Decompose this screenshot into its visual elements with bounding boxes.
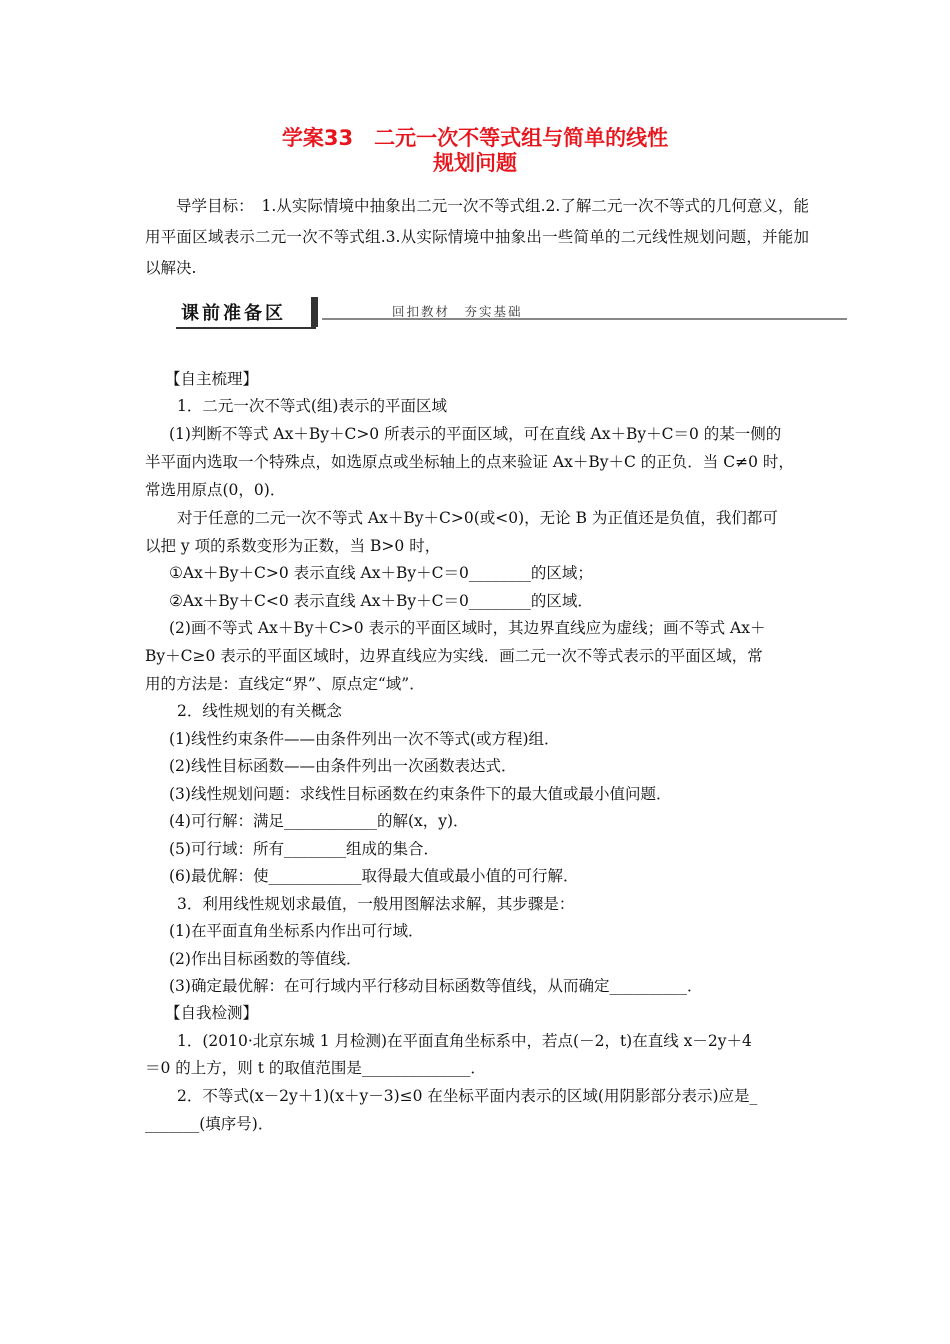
text-line: (1)判断不等式 Ax＋By＋C>0 所表示的平面区域，可在直线 Ax＋By＋C＝0 的某一侧的 bbox=[169, 425, 782, 443]
section-heading-self-review: 【自主梳理】 bbox=[165, 370, 259, 388]
text-line: 2．不等式(x－2y＋1)(x＋y－3)≤0 在坐标平面内表示的区域(用阴影部分表示)应是_ bbox=[177, 1087, 758, 1105]
text-line: ＝0 的上方，则 t 的取值范围是______________． bbox=[145, 1059, 486, 1077]
text-line: 3．利用线性规划求最值，一般用图解法求解，其步骤是： bbox=[177, 895, 575, 913]
text-line: (4)可行解：满足____________的解(x，y)． bbox=[169, 812, 469, 830]
document-title-line-1: 学案33 二元一次不等式组与简单的线性 bbox=[281, 126, 669, 150]
text-line: 对于任意的二元一次不等式 Ax＋By＋C>0(或<0)，无论 B 为正值还是负值，我们都可 bbox=[177, 509, 778, 527]
text-line: 2．线性规划的有关概念 bbox=[177, 702, 342, 720]
document-title-line-2: 规划问题 bbox=[433, 151, 517, 175]
text-line: (1)线性约束条件——由条件列出一次不等式(或方程)组． bbox=[169, 730, 560, 748]
section-banner-subtitle: 回扣教材 夯实基础 bbox=[392, 304, 523, 319]
banner-divider-bar bbox=[311, 297, 318, 327]
text-line: (2)作出目标函数的等值线． bbox=[169, 950, 362, 968]
learning-objectives: 导学目标： 1.从实际情境中抽象出二元一次不等式组.2.了解二元一次不等式的几何意义，能用平面区域表示二元一次不等式组.3.从实际情境中抽象出一些简单的二元线性规划问题，并能加以解决. bbox=[145, 197, 809, 277]
text-line: ②Ax＋By＋C<0 表示直线 Ax＋By＋C＝0________的区域． bbox=[169, 592, 593, 610]
text-line: (2)画不等式 Ax＋By＋C>0 表示的平面区域时，其边界直线应为虚线；画不等式 Ax＋ bbox=[169, 619, 766, 637]
text-line: By＋C≥0 表示的平面区域时，边界直线应为实线．画二元一次不等式表示的平面区域，常 bbox=[145, 647, 763, 665]
text-line: (3)确定最优解：在可行域内平行移动目标函数等值线，从而确定__________． bbox=[169, 977, 703, 995]
text-line: 以把 y 项的系数变形为正数，当 B>0 时， bbox=[145, 537, 441, 555]
text-line: (2)线性目标函数——由条件列出一次函数表达式． bbox=[169, 757, 517, 775]
text-line: 常选用原点(0，0)． bbox=[145, 481, 286, 499]
text-line: 1．二元一次不等式(组)表示的平面区域 bbox=[177, 397, 447, 415]
text-line: (5)可行域：所有________组成的集合． bbox=[169, 840, 439, 858]
text-line: ①Ax＋By＋C>0 表示直线 Ax＋By＋C＝0________的区域； bbox=[169, 564, 593, 582]
text-line: (3)线性规划问题：求线性目标函数在约束条件下的最大值或最小值问题． bbox=[169, 785, 672, 803]
text-line: (6)最优解：使____________取得最大值或最小值的可行解． bbox=[169, 867, 579, 885]
section-heading-self-check: 【自我检测】 bbox=[165, 1004, 259, 1022]
text-line: 用的方法是：直线定“界”、原点定“域”． bbox=[145, 675, 425, 693]
text-line: (1)在平面直角坐标系内作出可行域． bbox=[169, 922, 424, 940]
text-line: _______(填序号)． bbox=[145, 1115, 274, 1133]
banner-underline bbox=[176, 327, 316, 329]
text-line: 1．(2010·北京东城 1 月检测)在平面直角坐标系中，若点(－2，t)在直线 x－2y＋4 bbox=[177, 1032, 752, 1050]
section-banner-title: 课前准备区 bbox=[181, 303, 286, 324]
text-line: 半平面内选取一个特殊点，如选原点或坐标轴上的点来验证 Ax＋By＋C 的正负．当 C≠0 时， bbox=[145, 453, 794, 471]
